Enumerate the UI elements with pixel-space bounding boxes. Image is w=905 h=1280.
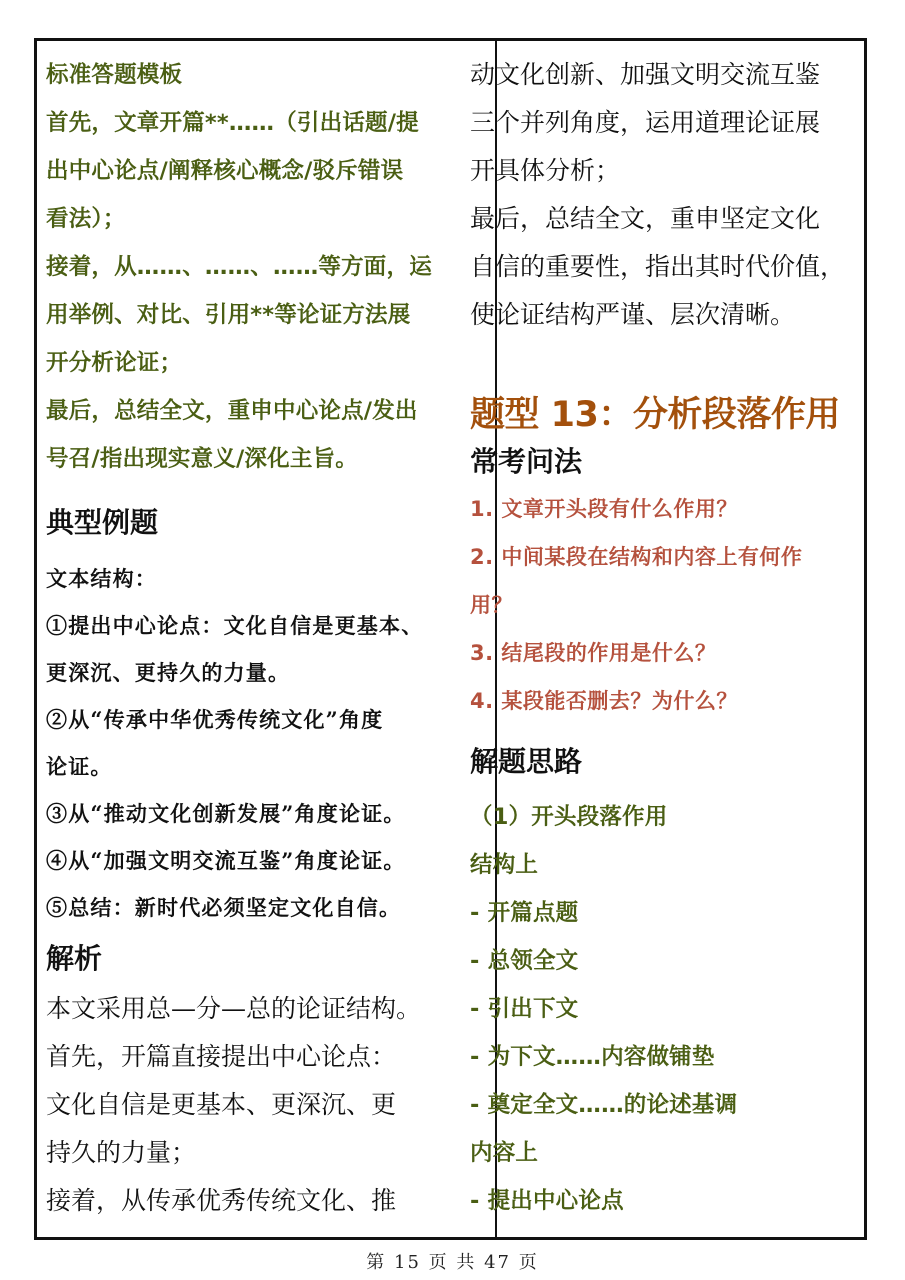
- template-line: 最后，总结全文，重申中心论点/发出: [46, 398, 418, 424]
- approach-item: 结构上: [470, 852, 539, 878]
- template-body: [46, 99, 450, 483]
- question-item: 用？: [470, 593, 513, 617]
- question-item: 1. 文章开头段有什么作用？: [470, 497, 738, 521]
- approach-item: - 提出中心论点: [470, 1188, 624, 1214]
- example-line: ①提出中心论点：文化自信是更基本、: [46, 613, 424, 638]
- template-line: 开分析论证；: [46, 350, 183, 376]
- template-line: 看法）；: [46, 206, 126, 232]
- analysis-line: 首先，开篇直接提出中心论点：: [46, 1042, 397, 1071]
- template-line: 接着，从……、……、……等方面，运: [46, 254, 432, 280]
- analysis-line: 文化自信是更基本、更深沉、更: [46, 1090, 397, 1119]
- analysis-line: 三个并列角度，运用道理论证展: [470, 108, 821, 137]
- example-body: [46, 555, 450, 931]
- template-title: 标准答题模板: [46, 62, 183, 88]
- question-item: 4. 某段能否删去？为什么？: [470, 689, 738, 713]
- question-item: 3. 结尾段的作用是什么？: [470, 641, 717, 665]
- approach-item: （1）开头段落作用: [470, 804, 668, 830]
- common-questions-heading: 常考问法: [470, 445, 583, 478]
- approach-item: - 总领全文: [470, 948, 579, 974]
- right-column: [470, 51, 864, 1225]
- question-item: 2. 中间某段在结构和内容上有何作: [470, 545, 803, 569]
- analysis-line: 持久的力量；: [46, 1138, 197, 1167]
- page-frame: [34, 38, 867, 1240]
- approach-item: - 奠定全文……的论述基调: [470, 1092, 738, 1118]
- example-line: 论证。: [46, 754, 113, 779]
- analysis-line: 动文化创新、加强文明交流互鉴: [470, 60, 821, 89]
- analysis-line: 开具体分析；: [470, 156, 621, 185]
- example-line: ③从“推动文化创新发展”角度论证。: [46, 801, 406, 826]
- approach-item: - 为下文……内容做铺垫: [470, 1044, 715, 1070]
- common-questions-list: [470, 485, 864, 725]
- template-line: 号召/指出现实意义/深化主旨。: [46, 446, 358, 472]
- analysis-line: 接着，从传承优秀传统文化、推: [46, 1186, 397, 1215]
- analysis-continued: [470, 51, 864, 339]
- page-footer: 第 15 页 共 47 页: [366, 1252, 539, 1273]
- example-line: 更深沉、更持久的力量。: [46, 660, 291, 685]
- analysis-line: 本文采用总—分—总的论证结构。: [46, 994, 422, 1023]
- example-heading: 典型例题: [46, 506, 159, 539]
- example-line: ⑤总结：新时代必须坚定文化自信。: [46, 895, 402, 920]
- approach-item: - 开篇点题: [470, 900, 579, 926]
- approach-list: [470, 793, 864, 1225]
- approach-item: 内容上: [470, 1140, 539, 1166]
- analysis-line: 最后，总结全文，重申坚定文化: [470, 204, 821, 233]
- section-title: 题型 13：分析段落作用: [470, 395, 840, 435]
- example-line: ④从“加强文明交流互鉴”角度论证。: [46, 848, 406, 873]
- analysis-heading: 解析: [46, 942, 103, 975]
- approach-heading: 解题思路: [470, 745, 583, 778]
- analysis-line: 自信的重要性，指出其时代价值，: [470, 252, 846, 281]
- analysis-line: 使论证结构严谨、层次清晰。: [470, 300, 796, 329]
- example-line: 文本结构：: [46, 566, 157, 591]
- template-line: 出中心论点/阐释核心概念/驳斥错误: [46, 158, 404, 184]
- template-line: 首先，文章开篇**……（引出话题/提: [46, 110, 419, 136]
- analysis-body: [46, 985, 450, 1225]
- example-line: ②从“传承中华优秀传统文化”角度: [46, 707, 384, 732]
- approach-item: - 引出下文: [470, 996, 579, 1022]
- template-line: 用举例、对比、引用**等论证方法展: [46, 302, 411, 328]
- left-column: [46, 51, 450, 1225]
